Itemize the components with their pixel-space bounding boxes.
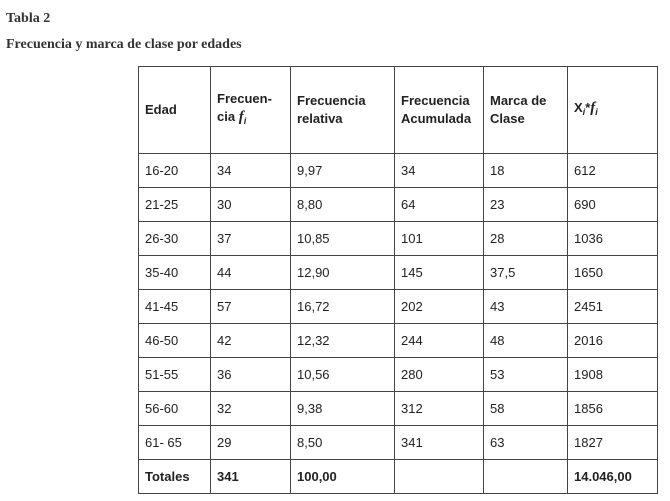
cell-edad: 51-55: [139, 358, 211, 392]
cell-frecuencia: 32: [211, 392, 291, 426]
cell-producto: 1650: [568, 256, 658, 290]
cell-edad: 41-45: [139, 290, 211, 324]
cell-producto: 1036: [568, 222, 658, 256]
cell-edad: 35-40: [139, 256, 211, 290]
cell-relativa: 12,90: [291, 256, 395, 290]
cell-acumulada: 64: [395, 188, 484, 222]
cell-acumulada: 312: [395, 392, 484, 426]
totals-acumulada: [395, 460, 484, 494]
cell-acumulada: 341: [395, 426, 484, 460]
table-row: [139, 358, 658, 392]
table-row: [139, 426, 658, 460]
cell-acumulada: 34: [395, 154, 484, 188]
table-row: [139, 324, 658, 358]
cell-edad: 16-20: [139, 154, 211, 188]
totals-label: Totales: [139, 460, 211, 494]
header-frecuencia-acumulada: Frecuencia Acumulada: [395, 67, 484, 154]
cell-acumulada: 101: [395, 222, 484, 256]
cell-marca: 28: [484, 222, 568, 256]
cell-relativa: 10,85: [291, 222, 395, 256]
totals-relativa: 100,00: [291, 460, 395, 494]
cell-marca: 53: [484, 358, 568, 392]
cell-marca: 43: [484, 290, 568, 324]
cell-acumulada: 145: [395, 256, 484, 290]
cell-frecuencia: 34: [211, 154, 291, 188]
header-marca-de-clase: Marca de Clase: [484, 67, 568, 154]
cell-edad: 46-50: [139, 324, 211, 358]
totals-row: [139, 460, 658, 494]
cell-frecuencia: 57: [211, 290, 291, 324]
cell-relativa: 9,97: [291, 154, 395, 188]
cell-marca: 63: [484, 426, 568, 460]
cell-acumulada: 280: [395, 358, 484, 392]
cell-marca: 18: [484, 154, 568, 188]
cell-marca: 48: [484, 324, 568, 358]
cell-frecuencia: 30: [211, 188, 291, 222]
cell-frecuencia: 29: [211, 426, 291, 460]
cell-marca: 23: [484, 188, 568, 222]
cell-frecuencia: 44: [211, 256, 291, 290]
header-frecuencia-relativa: Frecuencia relativa: [291, 67, 395, 154]
cell-edad: 61- 65: [139, 426, 211, 460]
table-title: Frecuencia y marca de clase por edades: [6, 37, 242, 52]
header-producto: $X_i*f_i$: [568, 67, 658, 154]
table-row: [139, 392, 658, 426]
cell-relativa: 8,80: [291, 188, 395, 222]
table-row: [139, 188, 658, 222]
cell-relativa: 8,50: [291, 426, 395, 460]
cell-producto: 1827: [568, 426, 658, 460]
table-label: Tabla 2: [6, 11, 51, 26]
table-row: [139, 290, 658, 324]
cell-relativa: 16,72: [291, 290, 395, 324]
totals-producto: 14.046,00: [568, 460, 658, 494]
frequency-table: [138, 66, 658, 494]
cell-edad: 56-60: [139, 392, 211, 426]
cell-producto: 690: [568, 188, 658, 222]
table-row: [139, 256, 658, 290]
cell-frecuencia: 37: [211, 222, 291, 256]
cell-acumulada: 244: [395, 324, 484, 358]
cell-marca: 58: [484, 392, 568, 426]
totals-frecuencia: 341: [211, 460, 291, 494]
table-row: [139, 222, 658, 256]
cell-frecuencia: 42: [211, 324, 291, 358]
cell-producto: 2451: [568, 290, 658, 324]
cell-producto: 1856: [568, 392, 658, 426]
cell-producto: 2016: [568, 324, 658, 358]
header-frecuencia: Frecuen- cia $f_i$: [211, 67, 291, 154]
cell-edad: 26-30: [139, 222, 211, 256]
cell-relativa: 12,32: [291, 324, 395, 358]
totals-marca: [484, 460, 568, 494]
cell-relativa: 10,56: [291, 358, 395, 392]
header-edad: Edad: [139, 67, 211, 154]
cell-edad: 21-25: [139, 188, 211, 222]
cell-relativa: 9,38: [291, 392, 395, 426]
cell-acumulada: 202: [395, 290, 484, 324]
cell-frecuencia: 36: [211, 358, 291, 392]
cell-producto: 612: [568, 154, 658, 188]
table-header-row: [139, 67, 658, 154]
cell-producto: 1908: [568, 358, 658, 392]
table-row: [139, 154, 658, 188]
cell-marca: 37,5: [484, 256, 568, 290]
